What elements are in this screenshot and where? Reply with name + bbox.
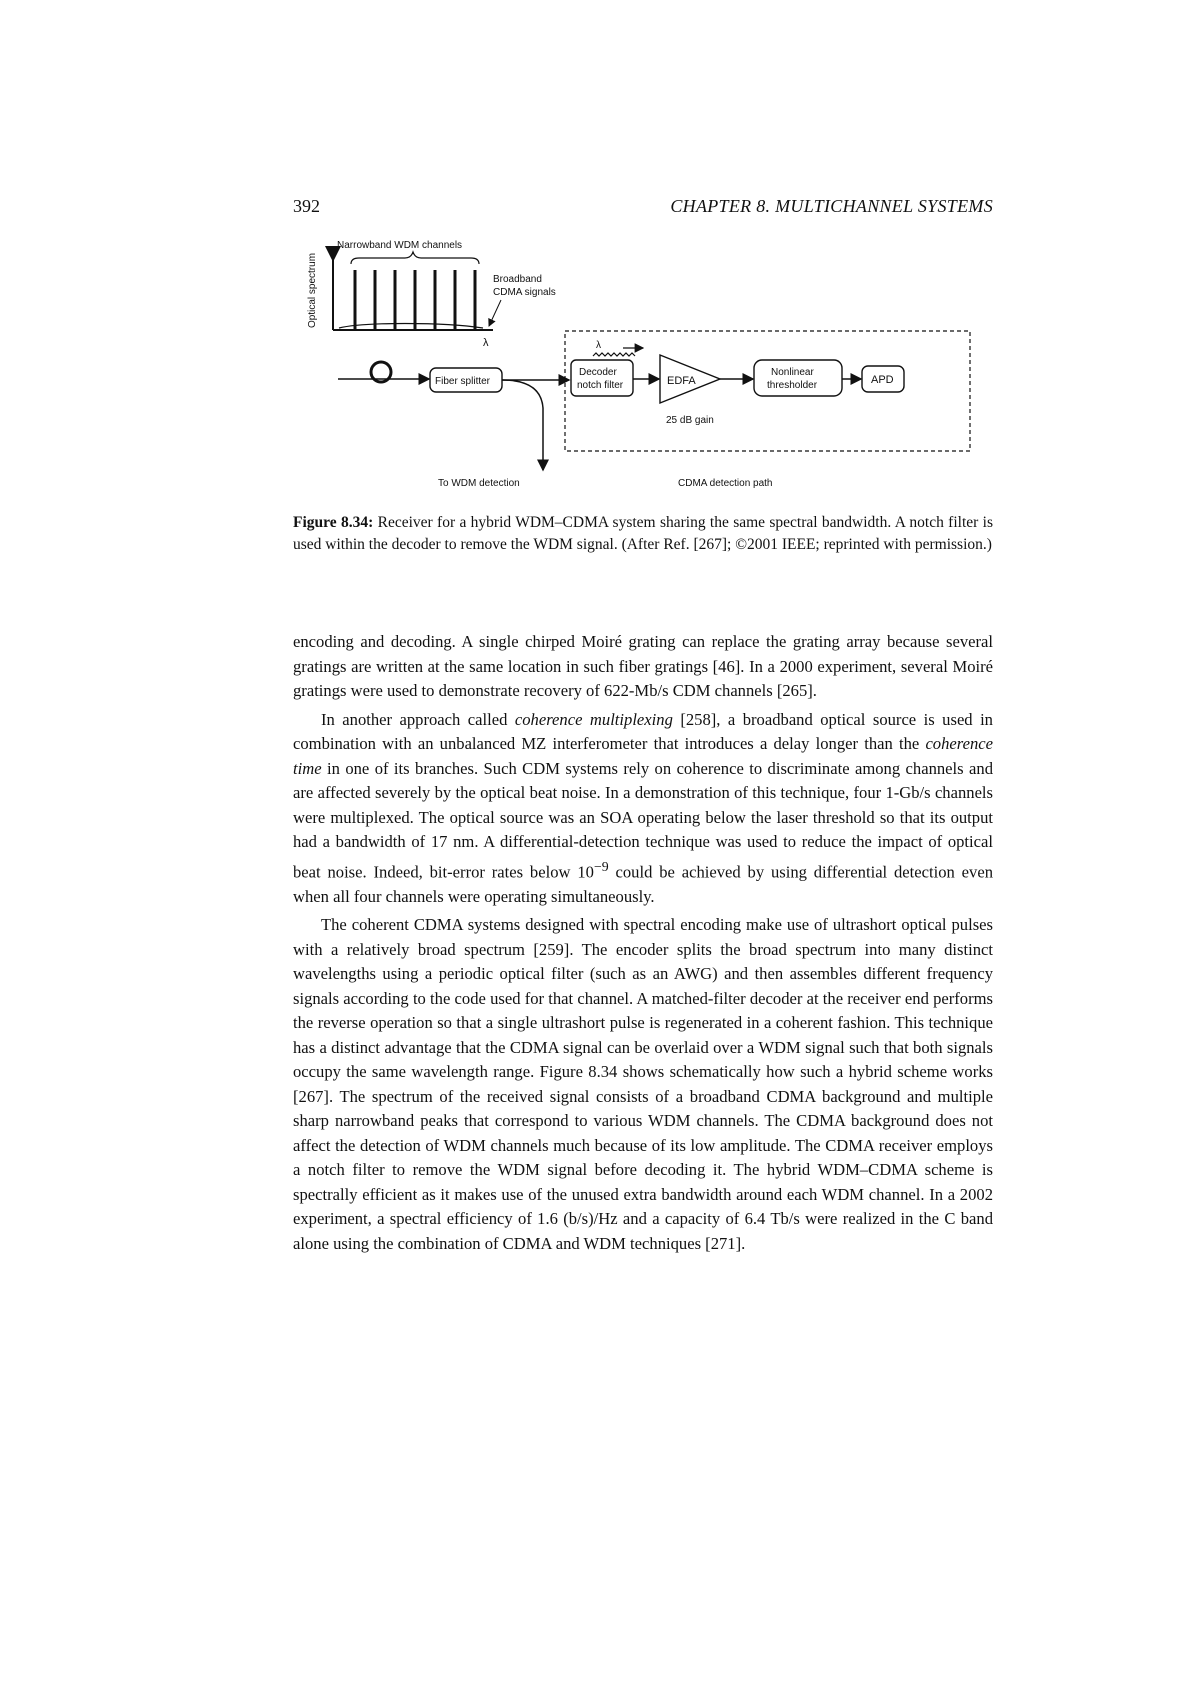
text-run: in one of its branches. Such CDM systems rely on coherence to discriminate among channels and are affected severely by the optical beat noise. In a demonstration of this technique, four 1-Gb/s channels were multiplexed. The optical source was an SOA operating below the laser threshold so that its output had a bandwidth of 17 nm. A differential-detection technique was used to reduce the impact of optical beat noise. Indeed, bit-error rates below 10: [293, 758, 993, 882]
figure-8-34: [293, 238, 993, 500]
text-run: In another approach called: [321, 709, 515, 729]
apd-detector: [862, 366, 904, 392]
gain-label: 25 dB gain: [666, 415, 714, 426]
decoder-notch-filter: [571, 360, 633, 396]
broadband-label-2: CDMA signals: [493, 287, 556, 298]
emphasis: coherence time: [293, 734, 993, 778]
decoder-label-2: notch filter: [577, 380, 624, 391]
spectrum-plot: [307, 240, 556, 349]
body-text: [293, 630, 993, 1260]
narrowband-label: Narrowband WDM channels: [337, 240, 463, 251]
broadband-pointer: [489, 300, 501, 326]
nonlinear-thresholder: [754, 360, 842, 396]
y-axis-label: Optical spectrum: [307, 252, 318, 328]
wdm-detection-label: To WDM detection: [438, 478, 520, 489]
wdm-peaks: [355, 270, 475, 330]
caption-label: Figure 8.34:: [293, 514, 374, 531]
apd-label: APD: [871, 374, 894, 386]
paragraph: encoding and decoding. A single chirped Moiré grating can replace the grating array because several gratings are written at the same location in such fiber gratings [46]. In a 2000 experiment, several Moiré gratings were used to demonstrate recovery of 622-Mb/s CDM channels [265].: [293, 632, 993, 700]
fiber-input: [338, 362, 429, 382]
decoder-label-1: Decoder: [579, 367, 617, 378]
page-number: 392: [293, 196, 320, 216]
paragraph: [293, 708, 993, 910]
lambda-label: λ: [483, 337, 489, 349]
caption-text: Receiver for a hybrid WDM–CDMA system sharing the same spectral bandwidth. A notch filter is used within the decoder to remove the WDM signal. (After Ref. [267]; ©2001 IEEE; reprinted with permission.): [293, 514, 993, 553]
text-run: [258], a broadband optical source is used in combination with an unbalanced MZ interferometer that introduces a delay longer than the: [293, 709, 993, 753]
figure-caption: [293, 512, 993, 556]
broadband-label-1: Broadband: [493, 274, 542, 285]
edfa-label: EDFA: [667, 375, 696, 387]
superscript: −9: [593, 858, 609, 874]
brace: [351, 252, 479, 264]
cdma-background: [339, 324, 483, 329]
page-header: [293, 196, 993, 222]
emphasis: coherence multiplexing: [514, 709, 673, 729]
chapter-title: CHAPTER 8. MULTICHANNEL SYSTEMS: [670, 196, 993, 216]
cdma-path-label: CDMA detection path: [678, 478, 773, 489]
lambda-label-2: λ: [596, 340, 601, 351]
fiber-splitter-label: Fiber splitter: [435, 376, 491, 387]
thresholder-label-1: Nonlinear: [771, 367, 814, 378]
grating-icon: [593, 353, 635, 356]
wdm-branch-arrow: [502, 380, 543, 470]
text-run: could be achieved by using differential detection even when all four channels were operating simultaneously.: [293, 862, 993, 906]
edfa-amplifier: [660, 355, 720, 403]
thresholder-label-2: thresholder: [767, 380, 818, 391]
paragraph: The coherent CDMA systems designed with spectral encoding make use of ultrashort optical pulses with a relatively broad spectrum [259]. The encoder splits the broad spectrum into many distinct wavelengths using a periodic optical filter (such as an AWG) and then assembles different frequency signals according to the code used for that channel. A matched-filter decoder at the receiver end performs the reverse operation so that a single ultrashort pulse is regenerated in a coherent fashion. This technique has a distinct advantage that the CDMA signal can be overlaid over a WDM signal such that both signals occupy the same wavelength range. Figure 8.34 shows schematically how such a hybrid scheme works [267]. The spectrum of the received signal consists of a broadband CDMA background and multiple sharp narrowband peaks that correspond to various WDM channels. The CDMA background does not affect the detection of WDM channels much because of its low amplitude. The CDMA receiver employs a notch filter to remove the WDM signal before decoding it. The hybrid WDM–CDMA scheme is spectrally efficient as it makes use of the unused extra bandwidth around each WDM channel. In a 2002 experiment, a spectral efficiency of 1.6 (b/s)/Hz and a capacity of 6.4 Tb/s were realized in the C band alone using the combination of CDMA and WDM techniques [271].: [293, 915, 993, 1253]
fiber-splitter: [430, 368, 502, 392]
